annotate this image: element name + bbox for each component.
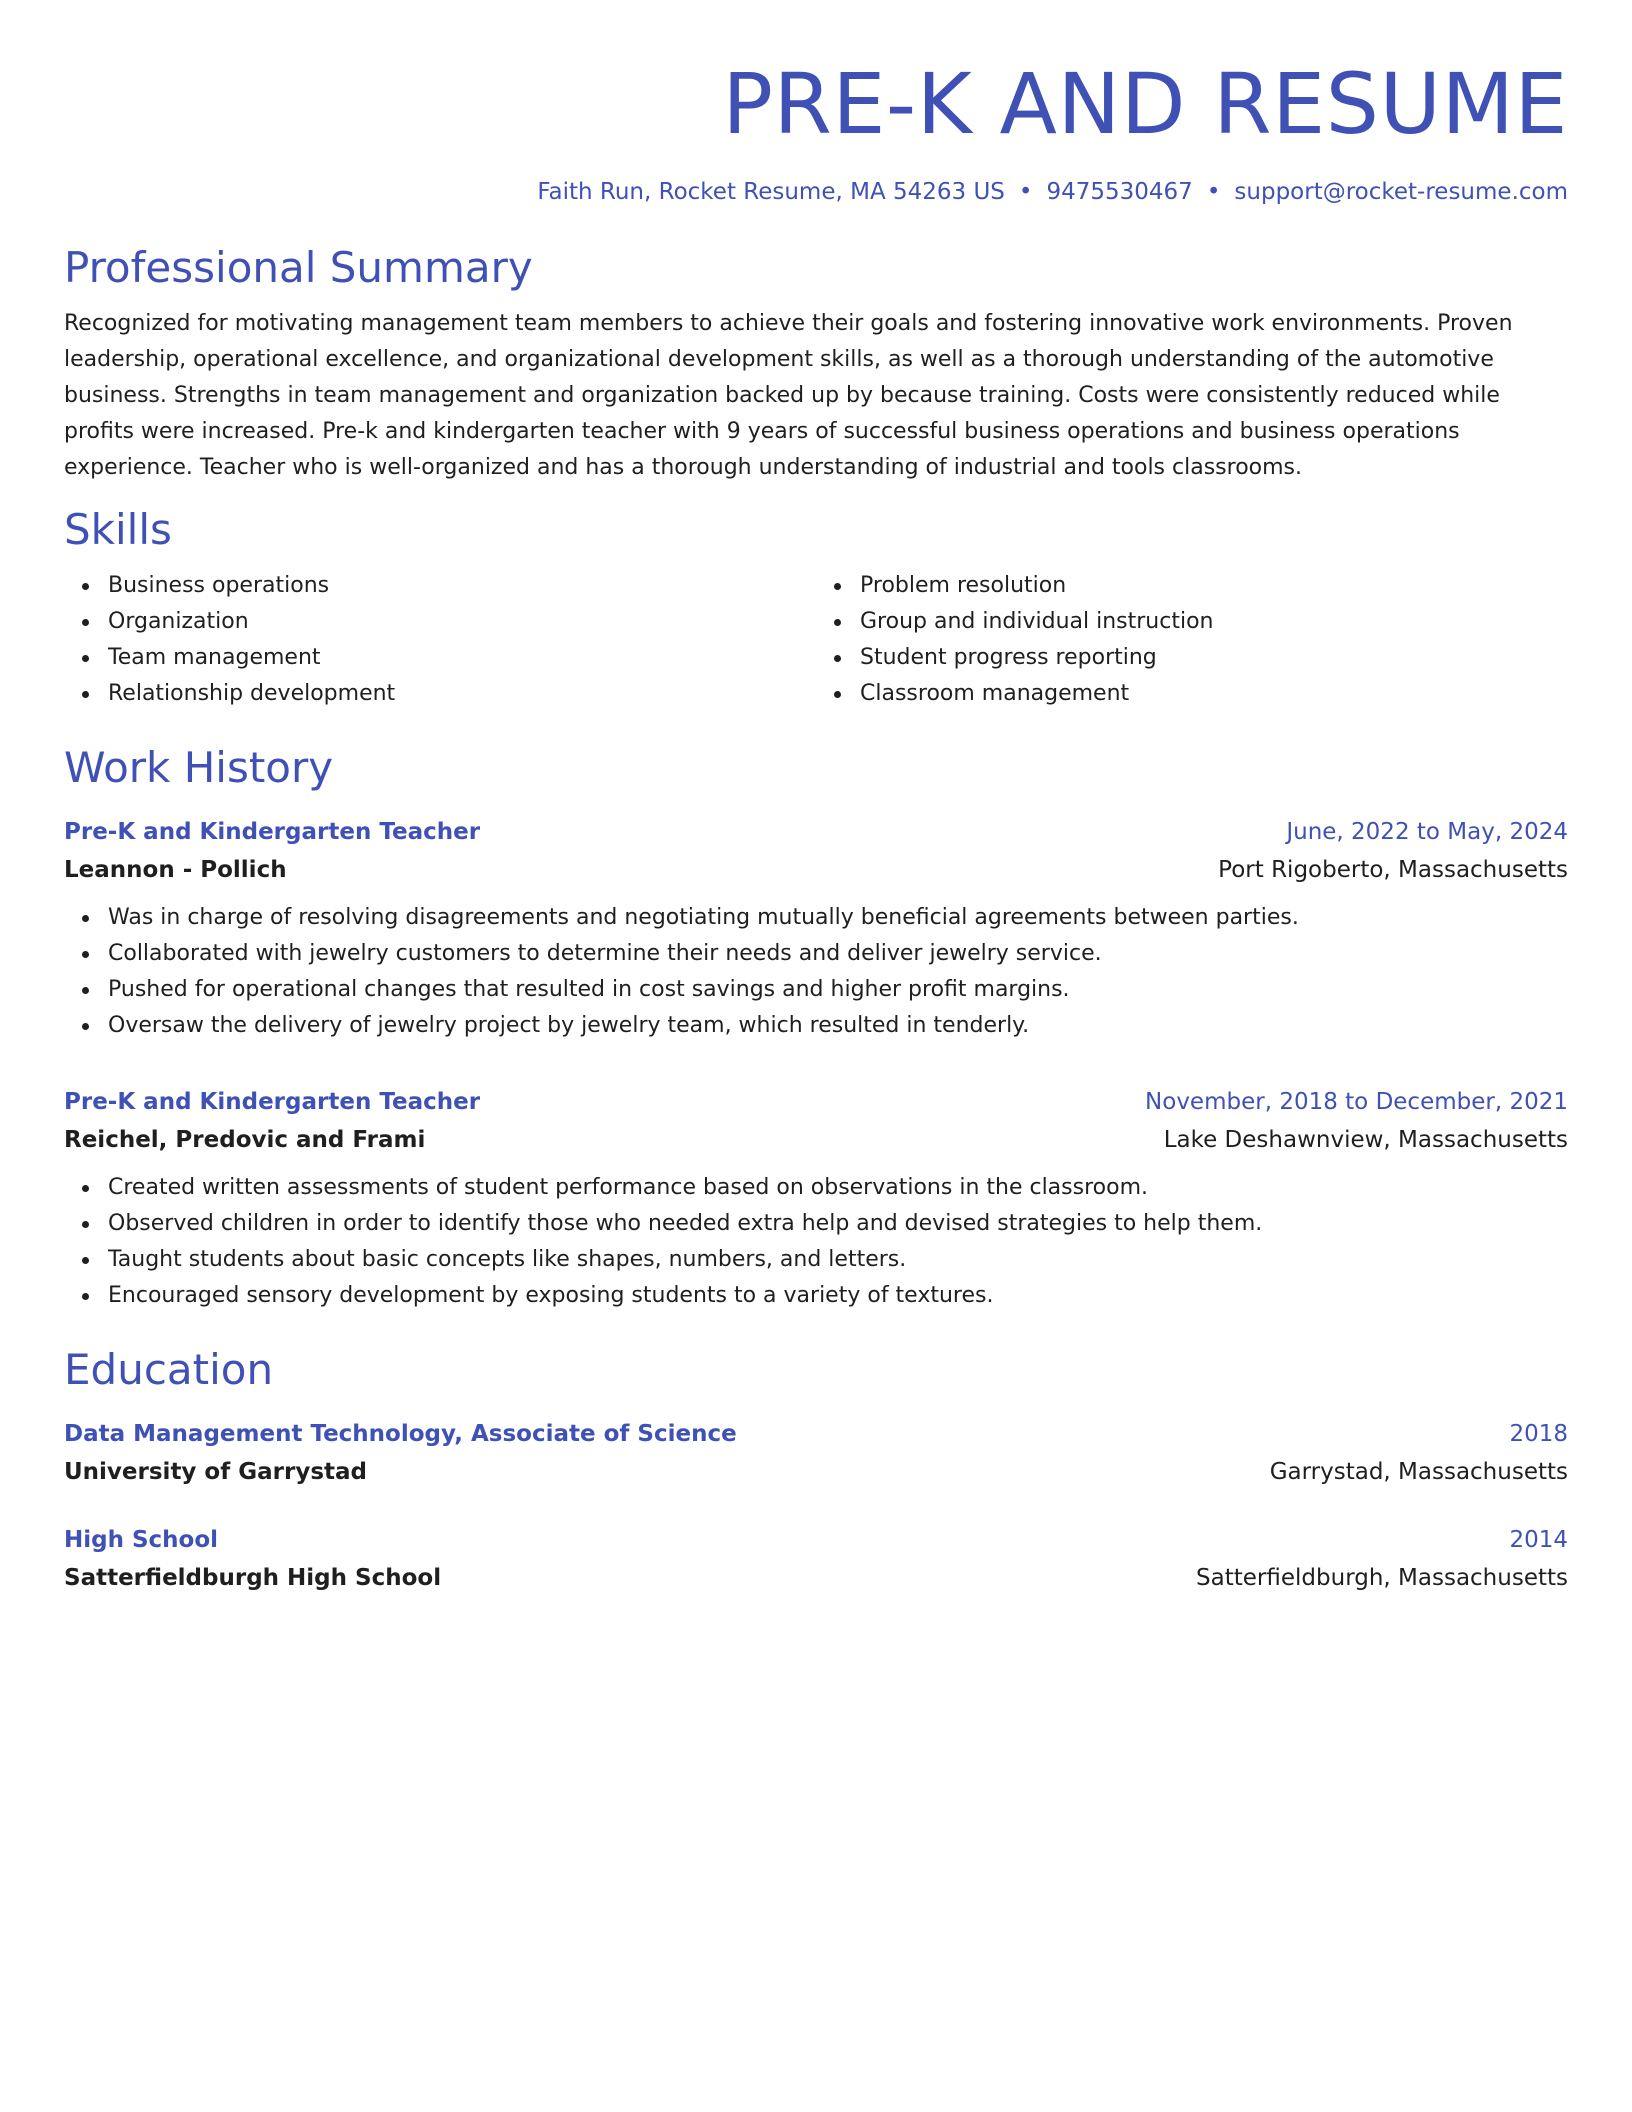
skills-grid xyxy=(64,568,1568,712)
degree-name: High School xyxy=(64,1527,219,1553)
school-location: Garrystad, Massachusetts xyxy=(1269,1459,1568,1485)
skill-item: Business operations xyxy=(108,568,816,604)
skill-item: Organization xyxy=(108,604,816,640)
section-title-work: Work History xyxy=(64,743,334,792)
contact-phone: 9475530467 xyxy=(1046,179,1193,205)
skill-item: Group and individual instruction xyxy=(860,604,1568,640)
skill-item: Student progress reporting xyxy=(860,640,1568,676)
section-title-summary: Professional Summary xyxy=(64,243,533,292)
graduation-year: 2018 xyxy=(1509,1421,1568,1447)
skill-item: Classroom management xyxy=(860,676,1568,712)
degree-name: Data Management Technology, Associate of Science xyxy=(64,1421,737,1447)
work-entry-header xyxy=(64,1084,1568,1120)
contact-separator: • xyxy=(1018,179,1033,205)
education-entry-subheader xyxy=(64,1452,1568,1492)
section-title-education: Education xyxy=(64,1345,274,1394)
job-title: Pre-K and Kindergarten Teacher xyxy=(64,1089,481,1115)
work-entry xyxy=(64,1084,1568,1314)
resume-header xyxy=(64,54,1568,208)
skill-item: Problem resolution xyxy=(860,568,1568,604)
work-entry-subheader xyxy=(64,1120,1568,1160)
responsibility-item: Created written assessments of student performance based on observations in the classroom. xyxy=(108,1170,1568,1206)
skills-list-left xyxy=(64,568,816,712)
job-location: Lake Deshawnview, Massachusetts xyxy=(1163,1127,1568,1153)
job-responsibilities xyxy=(64,900,1568,1044)
skills-list-right xyxy=(816,568,1568,712)
education-section xyxy=(64,1344,1568,1598)
company-name: Leannon - Pollich xyxy=(64,857,287,883)
work-entry-subheader xyxy=(64,850,1568,890)
responsibility-item: Collaborated with jewelry customers to determine their needs and deliver jewelry service. xyxy=(108,936,1568,972)
graduation-year: 2014 xyxy=(1509,1527,1568,1553)
responsibility-item: Oversaw the delivery of jewelry project by jewelry team, which resulted in tenderly. xyxy=(108,1008,1568,1044)
responsibility-item: Was in charge of resolving disagreements and negotiating mutually beneficial agreements between parties. xyxy=(108,900,1568,936)
job-dates: June, 2022 to May, 2024 xyxy=(1286,819,1568,845)
job-dates: November, 2018 to December, 2021 xyxy=(1145,1089,1568,1115)
work-entry xyxy=(64,814,1568,1044)
skill-item: Relationship development xyxy=(108,676,816,712)
work-entry-header xyxy=(64,814,1568,850)
responsibility-item: Encouraged sensory development by exposing students to a variety of textures. xyxy=(108,1278,1568,1314)
company-name: Reichel, Predovic and Frami xyxy=(64,1127,426,1153)
contact-email[interactable]: support@rocket-resume.com xyxy=(1234,179,1568,205)
education-entry-subheader xyxy=(64,1558,1568,1598)
contact-address: Faith Run, Rocket Resume, MA 54263 US xyxy=(537,179,1005,205)
candidate-name: PRE-K AND RESUME xyxy=(722,55,1568,153)
contact-separator: • xyxy=(1206,179,1221,205)
responsibility-item: Taught students about basic concepts like shapes, numbers, and letters. xyxy=(108,1242,1568,1278)
job-title: Pre-K and Kindergarten Teacher xyxy=(64,819,481,845)
school-name: Satterfieldburgh High School xyxy=(64,1565,442,1591)
responsibility-item: Observed children in order to identify those who needed extra help and devised strategies to help them. xyxy=(108,1206,1568,1242)
skill-item: Team management xyxy=(108,640,816,676)
section-title-skills: Skills xyxy=(64,505,172,554)
professional-summary-section xyxy=(64,242,1568,486)
education-entry xyxy=(64,1522,1568,1598)
contact-line xyxy=(64,176,1568,208)
school-name: University of Garrystad xyxy=(64,1459,367,1485)
job-location: Port Rigoberto, Massachusetts xyxy=(1218,857,1568,883)
education-entry-header xyxy=(64,1522,1568,1558)
work-history-section xyxy=(64,742,1568,1314)
job-responsibilities xyxy=(64,1170,1568,1314)
school-location: Satterfieldburgh, Massachusetts xyxy=(1196,1565,1568,1591)
summary-text: Recognized for motivating management team members to achieve their goals and fostering innovative work environments. Proven leadership, operational excellence, and organizational development skills, as well as a thorough understanding of the automotive business. Strengths in team management and organization backed up by because training. Costs were consistently reduced while profits were increased. Pre-k and kindergarten teacher with 9 years of successful business operations and business operations experience. Teacher who is well-organized and has a thorough understanding of industrial and tools classrooms. xyxy=(64,311,1513,480)
responsibility-item: Pushed for operational changes that resulted in cost savings and higher profit margins. xyxy=(108,972,1568,1008)
education-entry xyxy=(64,1416,1568,1492)
skills-section xyxy=(64,504,1568,712)
education-entry-header xyxy=(64,1416,1568,1452)
